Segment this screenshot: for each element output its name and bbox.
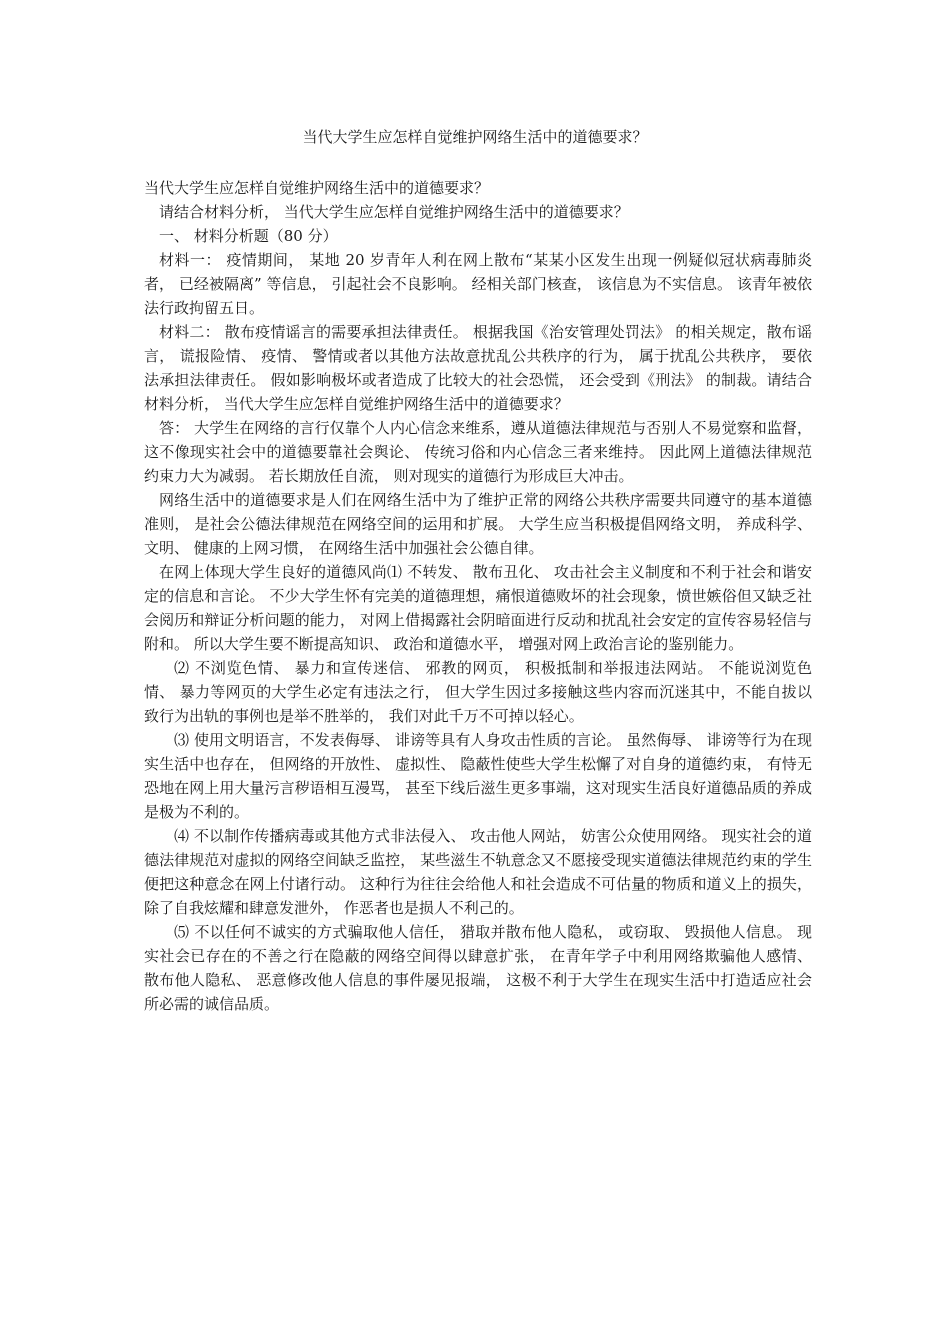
body-paragraph: 网络生活中的道德要求是人们在网络生活中为了维护正常的网络公共秩序需要共同遵守的基本道德准则， 是社会公德法律规范在网络空间的运用和扩展。 大学生应当积极提倡网络文明， 养成科学、 文明、 健康的上网习惯， 在网络生活中加强社会公德自律。 xyxy=(144,491,812,557)
point-1-paragraph: 在网上体现大学生良好的道德风尚⑴ 不转发、 散布丑化、 攻击社会主义制度和不利于社会和谐安定的信息和言论。 不少大学生怀有完美的道德理想，痛恨道德败坏的社会现象，愤世嫉俗但又缺乏社会阅历和辩证分析问题的能力， 对网上借揭露社会阴暗面进行反动和扰乱社会安定的宣传容易轻信与附和。 所以大学生要不断提高知识、 政治和道德水平， 增强对网上政治言论的鉴别能力。 xyxy=(144,563,812,653)
section-heading: 一、 材料分析题（80 分） xyxy=(159,227,338,245)
point-5-paragraph: ⑸ 不以任何不诚实的方式骗取他人信任， 猎取并散布他人隐私， 或窃取、 毁损他人信息。 现实社会已存在的不善之行在隐蔽的网络空间得以肆意扩张， 在青年学子中利用网络欺骗他人感情、 散布他人隐私、 恶意修改他人信息的事件屡见报端， 这极不利于大学生在现实生活中打造适应社会所必需的诚信品质。 xyxy=(144,923,812,1013)
question-heading: 当代大学生应怎样自觉维护网络生活中的道德要求？ xyxy=(144,179,490,197)
point-3-paragraph: ⑶ 使用文明语言，不发表侮辱、 诽谤等具有人身攻击性质的言论。 虽然侮辱、 诽谤等行为在现实生活中也存在， 但网络的开放性、 虚拟性、 隐蔽性使些大学生松懈了对自身的道德约束， 有恃无恐地在网上用大量污言秽语相互漫骂， 甚至下线后滋生更多事端，这对现实生活良好道德品质的养成是极为不利的。 xyxy=(144,731,812,821)
material-one-paragraph: 材料一： 疫情期间， 某地 20 岁青年人利在网上散布“某某小区发生出现一例疑似冠状病毒肺炎者， 已经被隔离” 等信息， 引起社会不良影响。 经相关部门核查， 该信息为不实信息。 该青年被依法行政拘留五日。 xyxy=(144,251,812,317)
point-4-paragraph: ⑷ 不以制作传播病毒或其他方式非法侵入、 攻击他人网站， 妨害公众使用网络。 现实社会的道德法律规范对虚拟的网络空间缺乏监控， 某些滋生不轨意念又不愿接受现实道德法律规范约束的学生便把这种意念在网上付诸行动。 这种行为往往会给他人和社会造成不可估量的物质和道义上的损失， 除了自我炫耀和肆意发泄外， 作恶者也是损人不利己的。 xyxy=(144,827,812,917)
material-two-paragraph: 材料二： 散布疫情谣言的需要承担法律责任。 根据我国《治安管理处罚法》 的相关规定，散布谣言， 谎报险情、 疫情、 警情或者以其他方法故意扰乱公共秩序的行为， 属于扰乱公共秩序， 要依法承担法律责任。 假如影响极坏或者造成了比较大的社会恐慌， 还会受到《刑法》 的制裁。请结合材料分析， 当代大学生应怎样自觉维护网络生活中的道德要求？ xyxy=(144,323,812,413)
document-body xyxy=(144,176,812,1016)
document-title: 当代大学生应怎样自觉维护网络生活中的道德要求？ xyxy=(302,128,648,146)
point-2-paragraph: ⑵ 不浏览色情、 暴力和宣传迷信、 邪教的网页， 积极抵制和举报违法网站。 不能说浏览色情、 暴力等网页的大学生必定有违法之行， 但大学生因过多接触这些内容而沉迷其中，不能自拔以致行为出轨的事例也是举不胜举的， 我们对此千万不可掉以轻心。 xyxy=(144,659,812,725)
question-prompt: 请结合材料分析， 当代大学生应怎样自觉维护网络生活中的道德要求？ xyxy=(159,203,629,221)
answer-paragraph: 答： 大学生在网络的言行仅靠个人内心信念来维系，遵从道德法律规范与否别人不易觉察和监督，这不像现实社会中的道德要靠社会舆论、 传统习俗和内心信念三者来维持。 因此网上道德法律规范约束力大为减弱。 若长期放任自流， 则对现实的道德行为形成巨大冲击。 xyxy=(144,419,812,485)
